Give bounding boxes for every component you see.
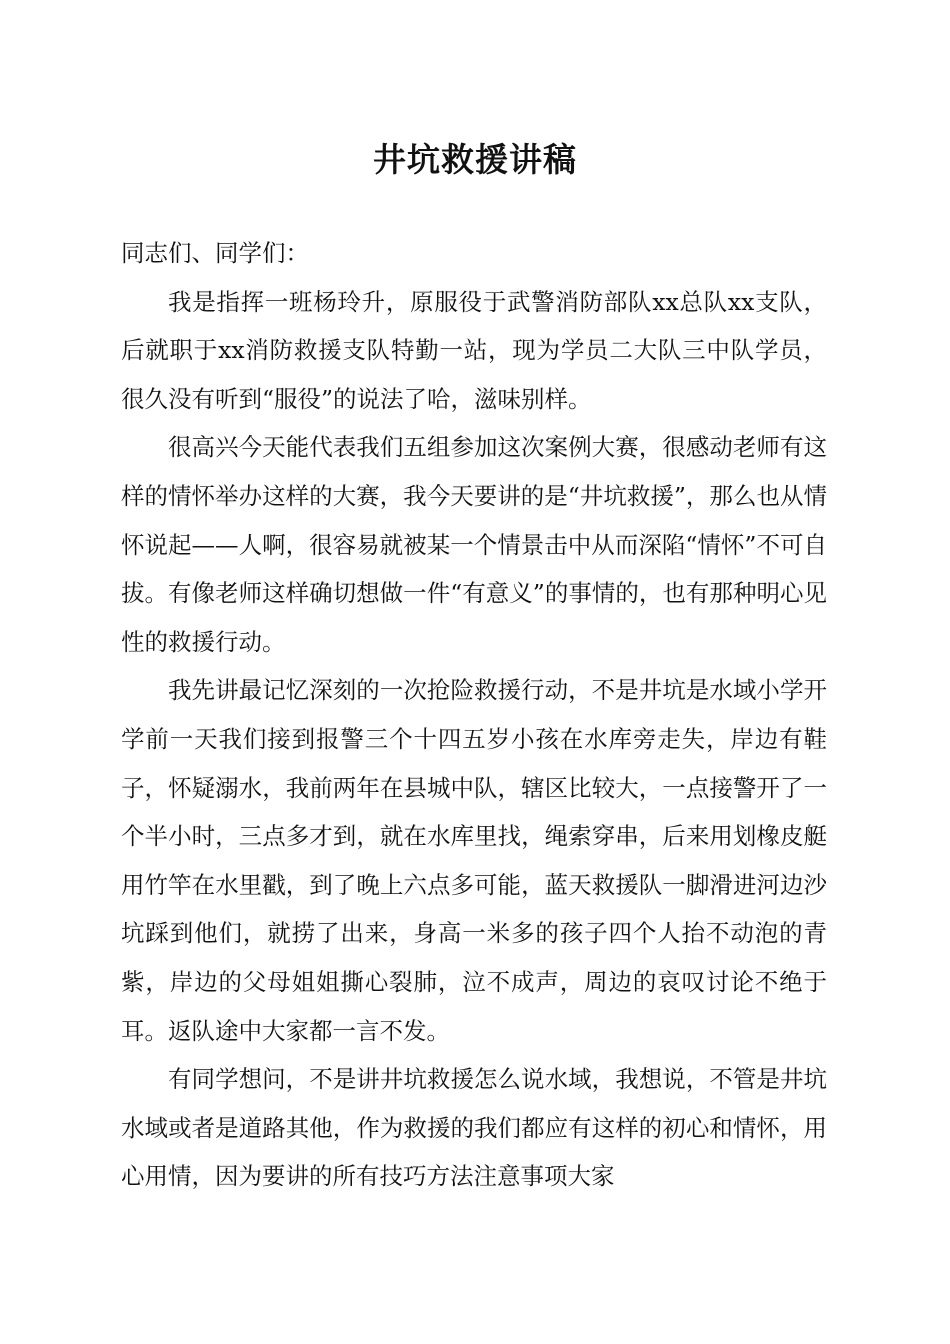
document-title: 井坑救援讲稿 — [373, 140, 577, 179]
paragraph-transition: 有同学想问，不是讲井坑救援怎么说水域，我想说，不管是井坑水域或者是道路其他，作为救援的我们都应有这样的初心和情怀，用心用情，因为要讲的所有技巧方法注意事项大家 — [121, 1065, 827, 1191]
paragraph-introduction: 我是指挥一班杨玲升，原服役于武警消防部队xx总队xx支队，后就职于xx消防救援支队特勤一站，现为学员二大队三中队学员，很久没有听到“服役”的说法了哈，滋味别样。 — [121, 287, 827, 413]
salutation: 同志们、同学们： — [121, 239, 309, 267]
paragraph-rescue-story: 我先讲最记忆深刻的一次抢险救援行动，不是井坑是水域小学开学前一天我们接到报警三个十四五岁小孩在水库旁走失，岸边有鞋子，怀疑溺水，我前两年在县城中队，辖区比较大，一点接警开了一个半小时，三点多才到，就在水库里找，绳索穿串，后来用划橡皮艇用竹竿在水里戳，到了晚上六点多可能，蓝天救援队一脚滑进河边沙坑踩到他们，就捞了出来，身高一米多的孩子四个人抬不动泡的青紫，岸边的父母姐姐撕心裂肺，泣不成声，周边的哀叹讨论不绝于耳。返队途中大家都一言不发。 — [121, 676, 827, 1045]
document-body — [121, 229, 827, 1201]
paragraph-sentiment: 很高兴今天能代表我们五组参加这次案例大赛，很感动老师有这样的情怀举办这样的大赛，我今天要讲的是“井坑救援”，那么也从情怀说起——人啊，很容易就被某一个情景击中从而深陷“情怀”不可自拔。有像老师这样确切想做一件“有意义”的事情的，也有那种明心见性的救援行动。 — [121, 433, 827, 656]
